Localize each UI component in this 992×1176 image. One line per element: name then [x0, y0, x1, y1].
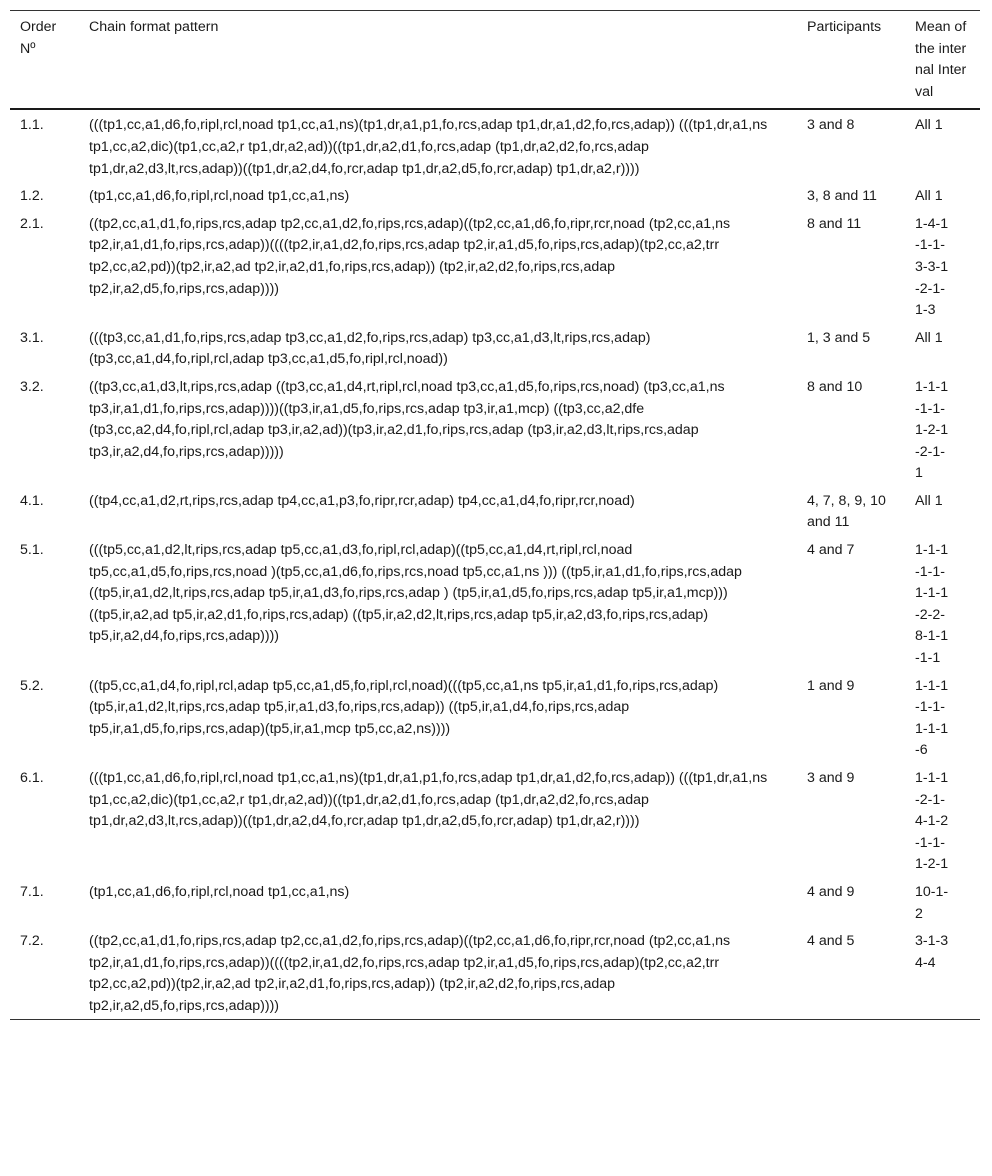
- cell-pattern: ((tp5,cc,a1,d4,fo,ripl,rcl,adap tp5,cc,a1,d5,fo,ripl,rcl,noad)(((tp5,cc,a1,ns tp5,ir,a1,d1,fo,rips,rcs,adap)(tp5,ir,a1,d2,lt,rips,rcs,adap tp5,ir,a1,d3,fo,rips,rcs,adap)) ((tp5,ir,a1,d4,fo,rips,rcs,adap tp5,ir,a1,d5,fo,rips,rcs,adap)(tp5,ir,a1,mcp tp5,cc,a2,ns)))): [89, 677, 719, 737]
- header-pattern: Chain format pattern: [89, 19, 219, 35]
- cell-mean: [904, 535, 980, 671]
- table-row: [10, 671, 980, 763]
- cell-order: 1.1.: [20, 117, 44, 134]
- cell-pattern: (tp1,cc,a1,d6,fo,ripl,rcl,noad tp1,cc,a1,ns): [89, 883, 350, 900]
- cell-participants: 4 and 5: [807, 933, 855, 950]
- cell-order: 4.1.: [20, 492, 44, 509]
- table-row: [10, 486, 980, 535]
- table-body: [10, 109, 980, 1019]
- cell-pattern: (((tp1,cc,a1,d6,fo,ripl,rcl,noad tp1,cc,a1,ns)(tp1,dr,a1,p1,fo,rcs,adap tp1,dr,a1,d2,fo,rcs,adap)) (((tp1,dr,a1,ns tp1,cc,a2,dic)(tp1,cc,a2,r tp1,dr,a2,ad))((tp1,dr,a2,d1,fo,rcs,adap (tp1,dr,a2,d2,fo,rcs,adap tp1,dr,a2,d3,lt,rcs,adap))((tp1,dr,a2,d4,fo,rcr,adap tp1,dr,a2,d5,fo,rcr,adap) tp1,dr,a2,r)))): [89, 117, 768, 177]
- chain-format-table: [10, 10, 980, 1020]
- cell-mean: [904, 181, 980, 209]
- cell-order: 5.1.: [20, 542, 44, 559]
- cell-participants: 3 and 9: [807, 770, 855, 786]
- table-header: [10, 11, 980, 110]
- cell-mean-text: All 1: [915, 492, 943, 509]
- header-mean-text: Mean of the internal Interval: [915, 19, 967, 100]
- header-order: Order Nº: [20, 19, 57, 57]
- cell-mean-text: 10-1-2: [915, 883, 949, 922]
- table-row: [10, 877, 980, 926]
- cell-order: 5.2.: [20, 677, 44, 694]
- cell-mean: [904, 763, 980, 877]
- header-row: [10, 11, 980, 110]
- cell-mean: [904, 877, 980, 926]
- cell-mean: [904, 926, 980, 1019]
- header-mean: [904, 11, 980, 110]
- table-row: [10, 763, 980, 877]
- cell-order: 1.2.: [20, 188, 44, 205]
- table-row: [10, 209, 980, 323]
- cell-participants: 8 and 11: [807, 215, 862, 232]
- cell-mean: [904, 209, 980, 323]
- cell-participants: 4 and 9: [807, 883, 855, 900]
- cell-order: 3.2.: [20, 378, 44, 395]
- table-row: [10, 926, 980, 1019]
- cell-participants: 1 and 9: [807, 677, 855, 694]
- cell-mean-text: 1-1-1-1-1-1-1-1-6: [915, 677, 949, 759]
- cell-pattern: (((tp1,cc,a1,d6,fo,ripl,rcl,noad tp1,cc,a1,ns)(tp1,dr,a1,p1,fo,rcs,adap tp1,dr,a1,d2,fo,rcs,adap)) (((tp1,dr,a1,ns tp1,cc,a2,dic)(tp1,cc,a2,r tp1,dr,a2,ad))((tp1,dr,a2,d1,fo,rcs,adap (tp1,dr,a2,d2,fo,rcs,adap tp1,dr,a2,d3,lt,rcs,adap))((tp1,dr,a2,d4,fo,rcr,adap tp1,dr,a2,d5,fo,rcr,adap) tp1,dr,a2,r)))): [89, 770, 768, 830]
- cell-mean: [904, 372, 980, 486]
- cell-mean-text: 1-1-1-1-1-1-2-1-2-1-1: [915, 378, 949, 482]
- cell-mean-text: 1-4-1-1-1-3-3-1-2-1-1-3: [915, 215, 949, 319]
- table-row: [10, 535, 980, 671]
- cell-participants: 3, 8 and 11: [807, 188, 877, 205]
- cell-order: 3.1.: [20, 329, 44, 346]
- cell-mean: [904, 109, 980, 181]
- cell-participants: 3 and 8: [807, 117, 855, 134]
- table-row: [10, 181, 980, 209]
- table-row: [10, 109, 980, 181]
- cell-participants: 1, 3 and 5: [807, 329, 871, 346]
- cell-order: 7.2.: [20, 933, 44, 950]
- cell-pattern: ((tp2,cc,a1,d1,fo,rips,rcs,adap tp2,cc,a1,d2,fo,rips,rcs,adap)((tp2,cc,a1,d6,fo,ripr,rcr,noad (tp2,cc,a1,ns tp2,ir,a1,d1,fo,rips,rcs,adap))((((tp2,ir,a1,d2,fo,rips,rcs,adap tp2,ir,a1,d5,fo,rips,rcs,adap)(tp2,cc,a2,trr tp2,cc,a2,pd))(tp2,ir,a2,ad tp2,ir,a2,d1,fo,rips,rcs,adap)) (tp2,ir,a2,d2,fo,rips,rcs,adap tp2,ir,a2,d5,fo,rips,rcs,adap)))): [89, 215, 731, 297]
- cell-pattern: ((tp4,cc,a1,d2,rt,rips,rcs,adap tp4,cc,a1,p3,fo,ripr,rcr,adap) tp4,cc,a1,d4,fo,ripr,rcr,noad): [89, 492, 635, 509]
- cell-pattern: (tp1,cc,a1,d6,fo,ripl,rcl,noad tp1,cc,a1,ns): [89, 188, 350, 205]
- cell-mean-text: All 1: [915, 329, 943, 346]
- cell-pattern: (((tp5,cc,a1,d2,lt,rips,rcs,adap tp5,cc,a1,d3,fo,ripl,rcl,adap)((tp5,cc,a1,d4,rt,ripl,rcl,noad tp5,cc,a1,d5,fo,rips,rcs,noad )(tp5,cc,a1,d6,fo,rips,rcs,noad tp5,cc,a1,ns ))) ((tp5,ir,a1,d1,fo,rips,rcs,adap ((tp5,ir,a1,d2,lt,rips,rcs,adap tp5,ir,a1,d3,fo,rips,rcs,adap ) (tp5,ir,a1,d5,fo,rips,rcs,adap tp5,ir,a1,mcp)))((tp5,ir,a2,ad tp5,ir,a2,d1,fo,rips,rcs,adap) ((tp5,ir,a2,d2,lt,rips,rcs,adap tp5,ir,a2,d3,fo,rips,rcs,adap) tp5,ir,a2,d4,fo,rips,rcs,adap)))): [89, 542, 742, 645]
- cell-mean: [904, 671, 980, 763]
- cell-participants: 4 and 7: [807, 542, 855, 559]
- cell-participants: 8 and 10: [807, 378, 863, 395]
- cell-pattern: ((tp3,cc,a1,d3,lt,rips,rcs,adap ((tp3,cc,a1,d4,rt,ripl,rcl,noad tp3,cc,a1,d5,fo,rips,rcs,noad) (tp3,cc,a1,ns tp3,ir,a1,d1,fo,rips,rcs,adap))))((tp3,ir,a1,d5,fo,rips,rcs,adap tp3,ir,a1,mcp) ((tp3,cc,a2,dfe (tp3,cc,a2,d4,fo,ripl,rcl,adap tp3,ir,a2,ad))(tp3,ir,a2,d1,fo,rips,rcs,adap (tp3,ir,a2,d3,lt,rips,rcs,adap tp3,ir,a2,d4,fo,rips,rcs,adap))))): [89, 378, 725, 460]
- table-row: [10, 372, 980, 486]
- cell-order: 7.1.: [20, 883, 44, 900]
- cell-mean-text: All 1: [915, 188, 943, 205]
- cell-mean-text: 3-1-34-4: [915, 933, 949, 971]
- cell-mean: [904, 323, 980, 372]
- cell-mean-text: 1-1-1-2-1-4-1-2-1-1-1-2-1: [915, 770, 949, 873]
- cell-mean-text: All 1: [915, 117, 943, 134]
- cell-pattern: (((tp3,cc,a1,d1,fo,rips,rcs,adap tp3,cc,a1,d2,fo,rips,rcs,adap) tp3,cc,a1,d3,lt,rips,rcs,adap) (tp3,cc,a1,d4,fo,ripl,rcl,adap tp3,cc,a1,d5,fo,ripl,rcl,noad)): [89, 329, 651, 368]
- cell-order: 6.1.: [20, 770, 44, 786]
- cell-mean: [904, 486, 980, 535]
- cell-pattern: ((tp2,cc,a1,d1,fo,rips,rcs,adap tp2,cc,a1,d2,fo,rips,rcs,adap)((tp2,cc,a1,d6,fo,ripr,rcr,noad (tp2,cc,a1,ns tp2,ir,a1,d1,fo,rips,rcs,adap))((((tp2,ir,a1,d2,fo,rips,rcs,adap tp2,ir,a1,d5,fo,rips,rcs,adap)(tp2,cc,a2,trr tp2,cc,a2,pd))(tp2,ir,a2,ad tp2,ir,a2,d1,fo,rips,rcs,adap)) (tp2,ir,a2,d2,fo,rips,rcs,adap tp2,ir,a2,d5,fo,rips,rcs,adap)))): [89, 933, 731, 1014]
- cell-mean-text: 1-1-1-1-1-1-1-1-2-2-8-1-1-1-1: [915, 542, 949, 667]
- header-participants: Participants: [807, 19, 882, 35]
- cell-participants: 4, 7, 8, 9, 10 and 11: [807, 492, 886, 531]
- cell-order: 2.1.: [20, 215, 44, 232]
- table-row: [10, 323, 980, 372]
